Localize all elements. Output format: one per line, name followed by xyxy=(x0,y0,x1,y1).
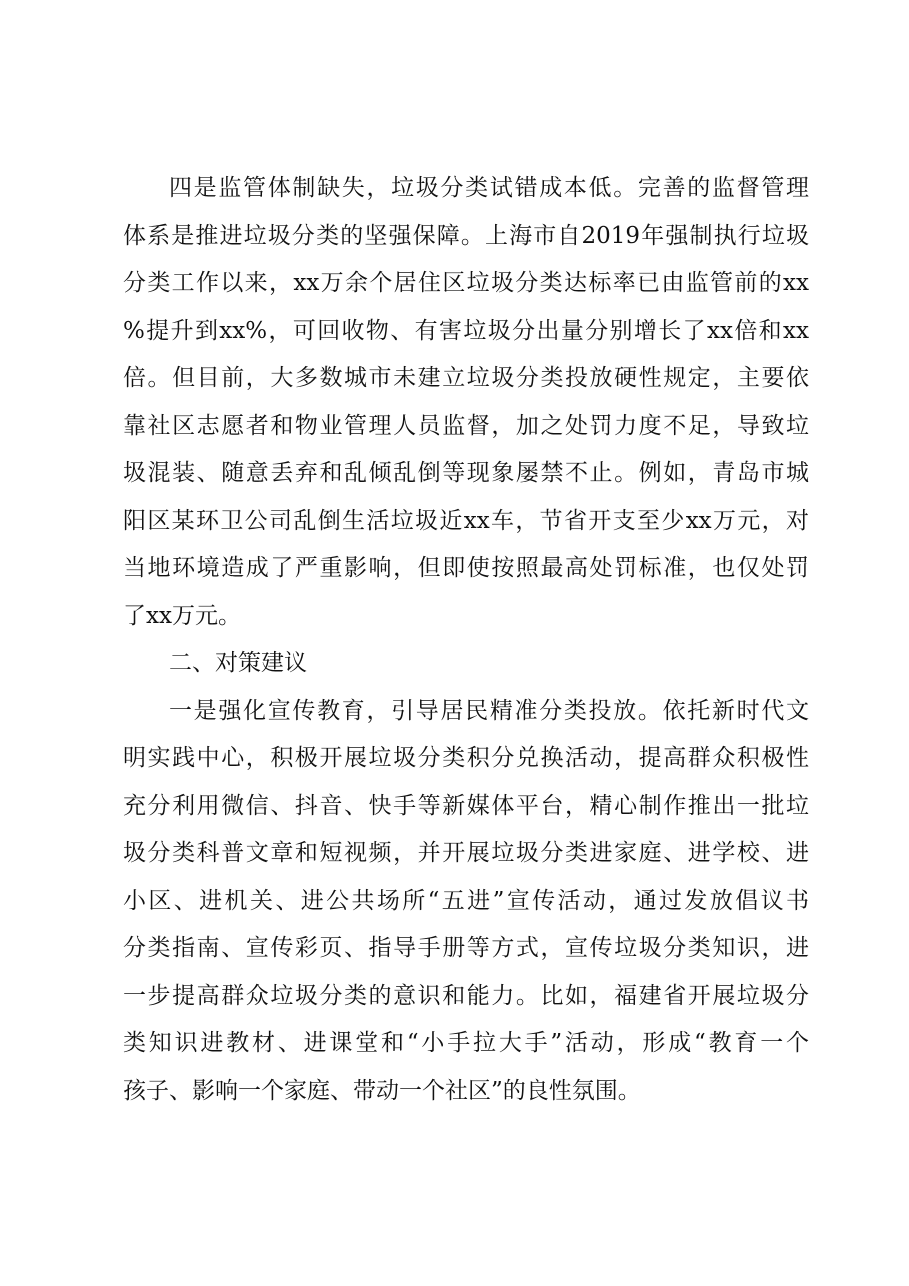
paragraph-line: 孩子、影响一个家庭、带动一个社区”的良性氛围。 xyxy=(123,1077,641,1104)
paragraph-line: 明实践中心，积极开展垃圾分类积分兑换活动，提高群众积极性 xyxy=(123,745,809,771)
paragraph-line: 类知识进教材、进课堂和“小手拉大手”活动，形成“教育一个 xyxy=(123,1030,809,1056)
paragraph-line: 圾混装、随意丢弃和乱倾乱倒等现象屡禁不止。例如，青岛市城 xyxy=(123,460,809,486)
paragraph-line: 了xx万元。 xyxy=(123,602,241,629)
paragraph-line: 阳区某环卫公司乱倒生活垃圾近xx车，节省开支至少xx万元，对 xyxy=(123,507,809,534)
paragraph-line: 小区、进机关、进公共场所“五进”宣传活动，通过发放倡议书 xyxy=(123,887,809,914)
document-body xyxy=(123,165,809,1115)
paragraph-line: 分类工作以来，xx万余个居住区垃圾分类达标率已由监管前的xx xyxy=(123,270,809,296)
paragraph-line: %提升到xx%，可回收物、有害垃圾分出量分别增长了xx倍和xx xyxy=(123,317,809,344)
paragraph-line: 倍。但目前，大多数城市未建立垃圾分类投放硬性规定，主要依 xyxy=(123,365,809,391)
paragraph-line: 四是监管体制缺失，垃圾分类试错成本低。完善的监督管理 xyxy=(169,175,809,201)
paragraph-line: 靠社区志愿者和物业管理人员监督，加之处罚力度不足，导致垃 xyxy=(123,412,809,439)
paragraph-line: 分类指南、宣传彩页、指导手册等方式，宣传垃圾分类知识，进 xyxy=(123,935,809,961)
paragraph-line: 当地环境造成了严重影响，但即使按照最高处罚标准，也仅处罚 xyxy=(123,555,809,581)
paragraph-line: 圾分类科普文章和短视频，并开展垃圾分类进家庭、进学校、进 xyxy=(123,840,809,866)
paragraph-line: 一是强化宣传教育，引导居民精准分类投放。依托新时代文 xyxy=(169,697,809,724)
paragraph-line: 一步提高群众垃圾分类的意识和能力。比如，福建省开展垃圾分 xyxy=(123,982,809,1009)
paragraph-line: 充分利用微信、抖音、快手等新媒体平台，精心制作推出一批垃 xyxy=(123,792,809,819)
section-heading: 二、对策建议 xyxy=(169,650,307,676)
paragraph-line: 体系是推进垃圾分类的坚强保障。上海市自2019年强制执行垃圾 xyxy=(123,222,809,249)
